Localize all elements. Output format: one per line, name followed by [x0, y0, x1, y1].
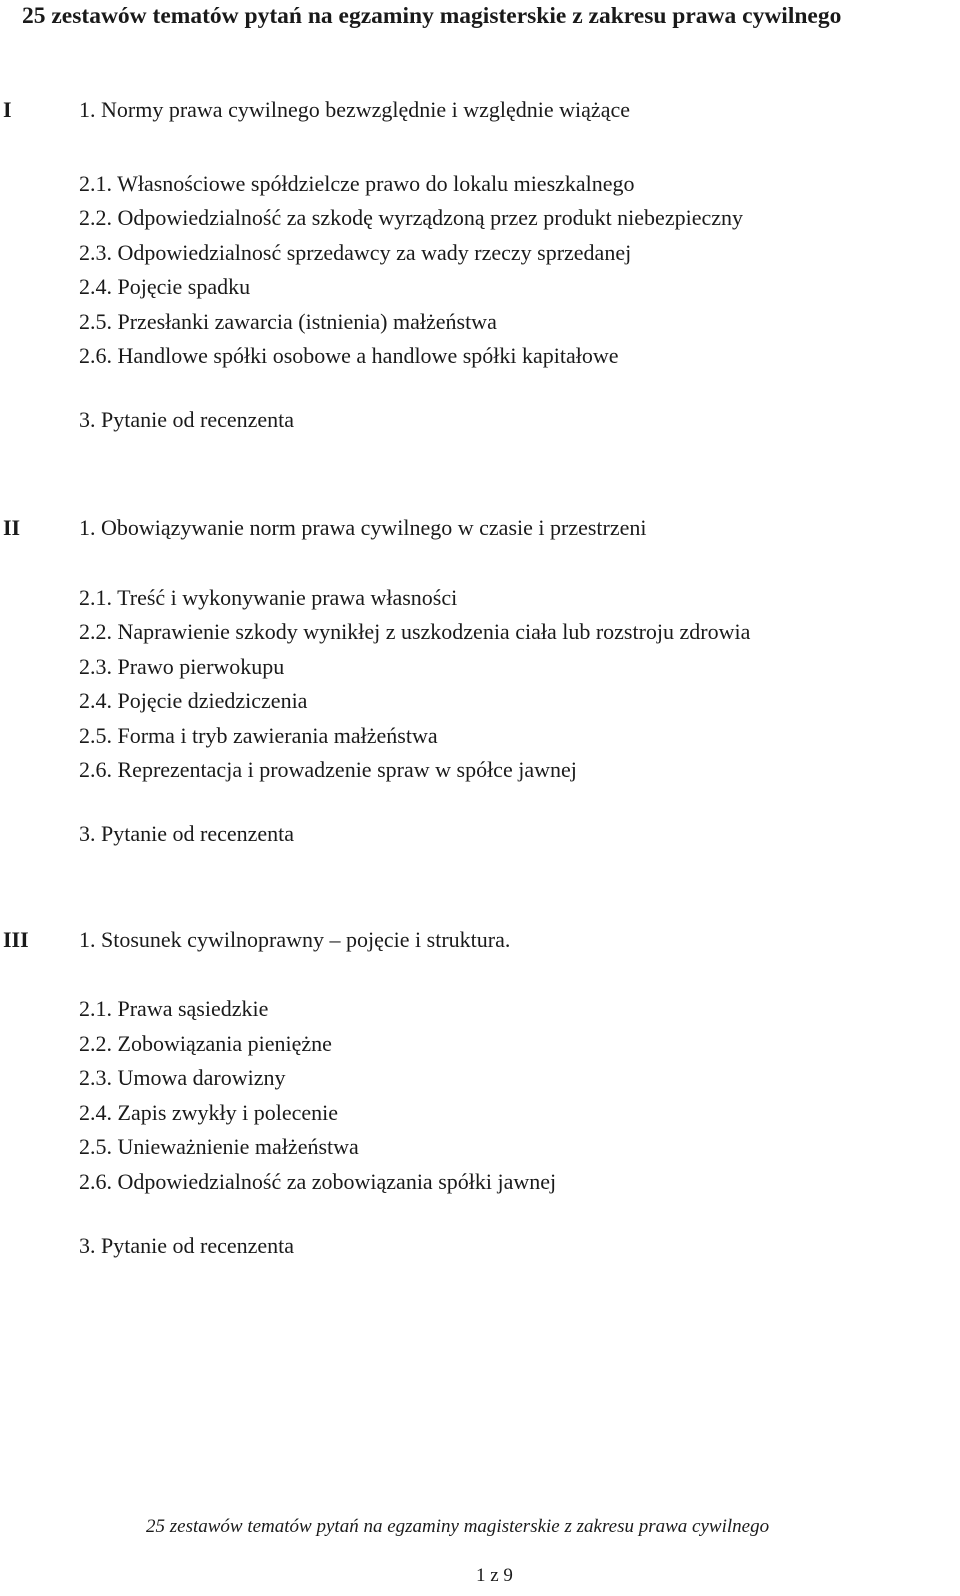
page-number: 1 z 9 — [476, 1565, 513, 1586]
sub-question: 2.3. Odpowiedzialnosć sprzedawcy za wady rzeczy sprzedanej — [79, 240, 632, 265]
sub-question: 2.6. Odpowiedzialność za zobowiązania spółki jawnej — [79, 1169, 557, 1194]
reviewer-question: 3. Pytanie od recenzenta — [79, 407, 295, 432]
sub-question: 2.3. Prawo pierwokupu — [79, 654, 285, 679]
main-question: 1. Obowiązywanie norm prawa cywilnego w czasie i przestrzeni — [79, 515, 647, 540]
set-numeral: III — [3, 927, 29, 952]
sub-question: 2.5. Forma i tryb zawierania małżeństwa — [79, 723, 438, 748]
sub-question: 2.6. Reprezentacja i prowadzenie spraw w spółce jawnej — [79, 757, 577, 782]
sub-question: 2.1. Treść i wykonywanie prawa własności — [79, 585, 458, 610]
sub-question: 2.5. Przesłanki zawarcia (istnienia) małżeństwa — [79, 309, 497, 334]
set-numeral: II — [3, 515, 21, 540]
page-title: 25 zestawów tematów pytań na egzaminy magisterskie z zakresu prawa cywilnego — [22, 3, 842, 29]
main-question: 1. Stosunek cywilnoprawny – pojęcie i struktura. — [79, 927, 511, 952]
sub-question: 2.5. Unieważnienie małżeństwa — [79, 1134, 359, 1159]
sub-question: 2.4. Pojęcie dziedziczenia — [79, 688, 308, 713]
sub-question: 2.4. Pojęcie spadku — [79, 274, 251, 299]
sub-question: 2.2. Odpowiedzialność za szkodę wyrządzoną przez produkt niebezpieczny — [79, 205, 743, 230]
reviewer-question: 3. Pytanie od recenzenta — [79, 821, 295, 846]
sub-question: 2.3. Umowa darowizny — [79, 1065, 286, 1090]
reviewer-question: 3. Pytanie od recenzenta — [79, 1233, 295, 1258]
footer-title: 25 zestawów tematów pytań na egzaminy magisterskie z zakresu prawa cywilnego — [146, 1516, 770, 1537]
sub-question: 2.4. Zapis zwykły i polecenie — [79, 1100, 339, 1125]
sub-question: 2.2. Naprawienie szkody wynikłej z uszkodzenia ciała lub rozstroju zdrowia — [79, 619, 751, 644]
sub-question: 2.1. Własnościowe spółdzielcze prawo do lokalu mieszkalnego — [79, 171, 635, 196]
main-question: 1. Normy prawa cywilnego bezwzględnie i względnie wiążące — [79, 97, 630, 122]
sub-question: 2.2. Zobowiązania pieniężne — [79, 1031, 332, 1056]
set-numeral: I — [3, 97, 12, 122]
sub-question: 2.1. Prawa sąsiedzkie — [79, 996, 269, 1021]
sub-question: 2.6. Handlowe spółki osobowe a handlowe spółki kapitałowe — [79, 343, 619, 368]
